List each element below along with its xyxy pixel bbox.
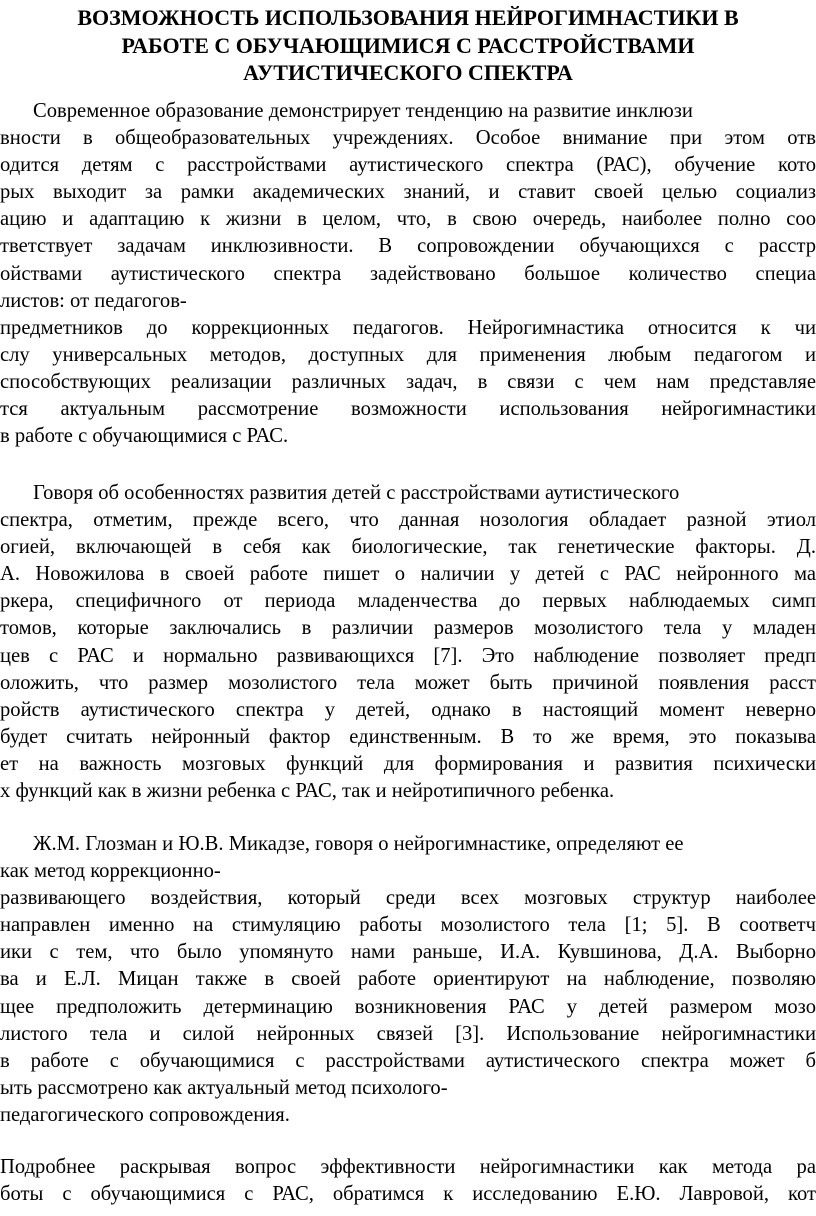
paragraph-asd-development <box>0 480 816 805</box>
document-title <box>0 4 816 87</box>
text-line: как метод коррекционно- <box>0 860 221 883</box>
title-line: АУТИСТИЧЕСКОГО СПЕКТРА <box>243 60 573 85</box>
text-line: Говоря об особенностях развития детей с расстройствами аутистического <box>33 482 680 504</box>
text-line: тся актуальным рассмотрение возможности использования нейрогимнастики <box>0 398 816 421</box>
text-line: способствующих реализации различных задач, в связи с чем нам представляе <box>0 370 816 393</box>
text-line: ркера, специфичного от периода младенчества до первых наблюдаемых симп <box>0 590 816 613</box>
text-line: ыть рассмотрено как актуальный метод психолого- <box>0 1076 448 1099</box>
text-line: рых выходит за рамки академических знаний, и ставит своей целью социализ <box>0 181 816 204</box>
text-line: предметников до коррекционных педагогов. Нейрогимнастика относится к чи <box>0 316 816 339</box>
text-line: одится детям с расстройствами аутистического спектра (РАС), обучение кото <box>0 154 816 177</box>
text-line: ва и Е.Л. Мицан также в своей работе ориентируют на наблюдение, позволяю <box>0 968 816 991</box>
text-line: боты с обучающимися с РАС, обратимся к исследованию Е.Ю. Лавровой, кот <box>0 1183 816 1206</box>
text-line: Ж.М. Глозман и Ю.В. Микадзе, говоря о нейрогимнастике, определяют ее <box>33 833 684 855</box>
text-line: х функций как в жизни ребенка с РАС, так и нейротипичного ребенка. <box>0 780 615 803</box>
text-line: ики с тем, что было упомянуто нами раньше, И.А. Кувшинова, Д.А. Выборно <box>0 941 816 964</box>
text-line: в работе с обучающимися с РАС. <box>0 425 289 448</box>
text-line: щее предположить детерминацию возникновения РАС у детей размером мозо <box>0 995 816 1018</box>
text-line: развивающего воздействия, который среди всех мозговых структур наиболее <box>0 887 816 910</box>
paragraph-neurogymnastics-definition <box>0 831 816 1129</box>
text-line: направлен именно на стимуляцию работы мозолистого тела [1; 5]. В соответч <box>0 914 816 937</box>
paragraph-inclusive-education <box>0 98 816 450</box>
text-line: Современное образование демонстрирует тенденцию на развитие инклюзи <box>33 100 693 122</box>
text-line: ет на важность мозговых функций для формирования и развития психически <box>0 752 816 775</box>
text-line: в работе с обучающимися с расстройствами аутистического спектра может б <box>0 1049 816 1072</box>
text-line: будет считать нейронный фактор единственным. В то же время, это показыва <box>0 725 816 748</box>
text-line: слу универсальных методов, доступных для применения любым педагогом и <box>0 343 816 366</box>
text-line: спектра, отметим, прежде всего, что данная нозология обладает разной этиол <box>0 509 816 532</box>
title-line: РАБОТЕ С ОБУЧАЮЩИМИСЯ С РАССТРОЙСТВАМИ <box>121 32 695 58</box>
paragraph-effectiveness <box>0 1154 816 1208</box>
title-line: ВОЗМОЖНОСТЬ ИСПОЛЬЗОВАНИЯ НЕЙРОГИМНАСТИКИ В <box>77 5 739 30</box>
text-line: ацию и адаптацию к жизни в целом, что, в свою очередь, наиболее полно соо <box>0 208 816 231</box>
text-line: вности в общеобразовательных учреждениях. Особое внимание при этом отв <box>0 127 816 150</box>
text-line: цев с РАС и нормально развивающихся [7]. Это наблюдение позволяет предп <box>0 644 816 667</box>
text-line: томов, которые заключались в различии размеров мозолистого тела у младен <box>0 617 816 640</box>
text-line: ойствами аутистического спектра задействовано большое количество специа <box>0 262 816 285</box>
text-line: листов: от педагогов- <box>0 289 187 312</box>
text-line: Подробнее раскрывая вопрос эффективности нейрогимнастики как метода ра <box>0 1156 816 1178</box>
text-line: огией, включающей в себя как биологические, так генетические факторы. Д. <box>0 536 816 559</box>
text-line: ройств аутистического спектра у детей, однако в настоящий момент неверно <box>0 698 816 721</box>
text-line: А. Новожилова в своей работе пишет о наличии у детей с РАС нейронного ма <box>0 563 816 586</box>
text-line: педагогического сопровождения. <box>0 1103 290 1126</box>
text-line: листого тела и силой нейронных связей [3]. Использование нейрогимнастики <box>0 1022 816 1045</box>
text-line: тветствует задачам инклюзивности. В сопровождении обучающихся с расстр <box>0 235 816 258</box>
text-line: оложить, что размер мозолистого тела может быть причиной появления расст <box>0 671 816 694</box>
